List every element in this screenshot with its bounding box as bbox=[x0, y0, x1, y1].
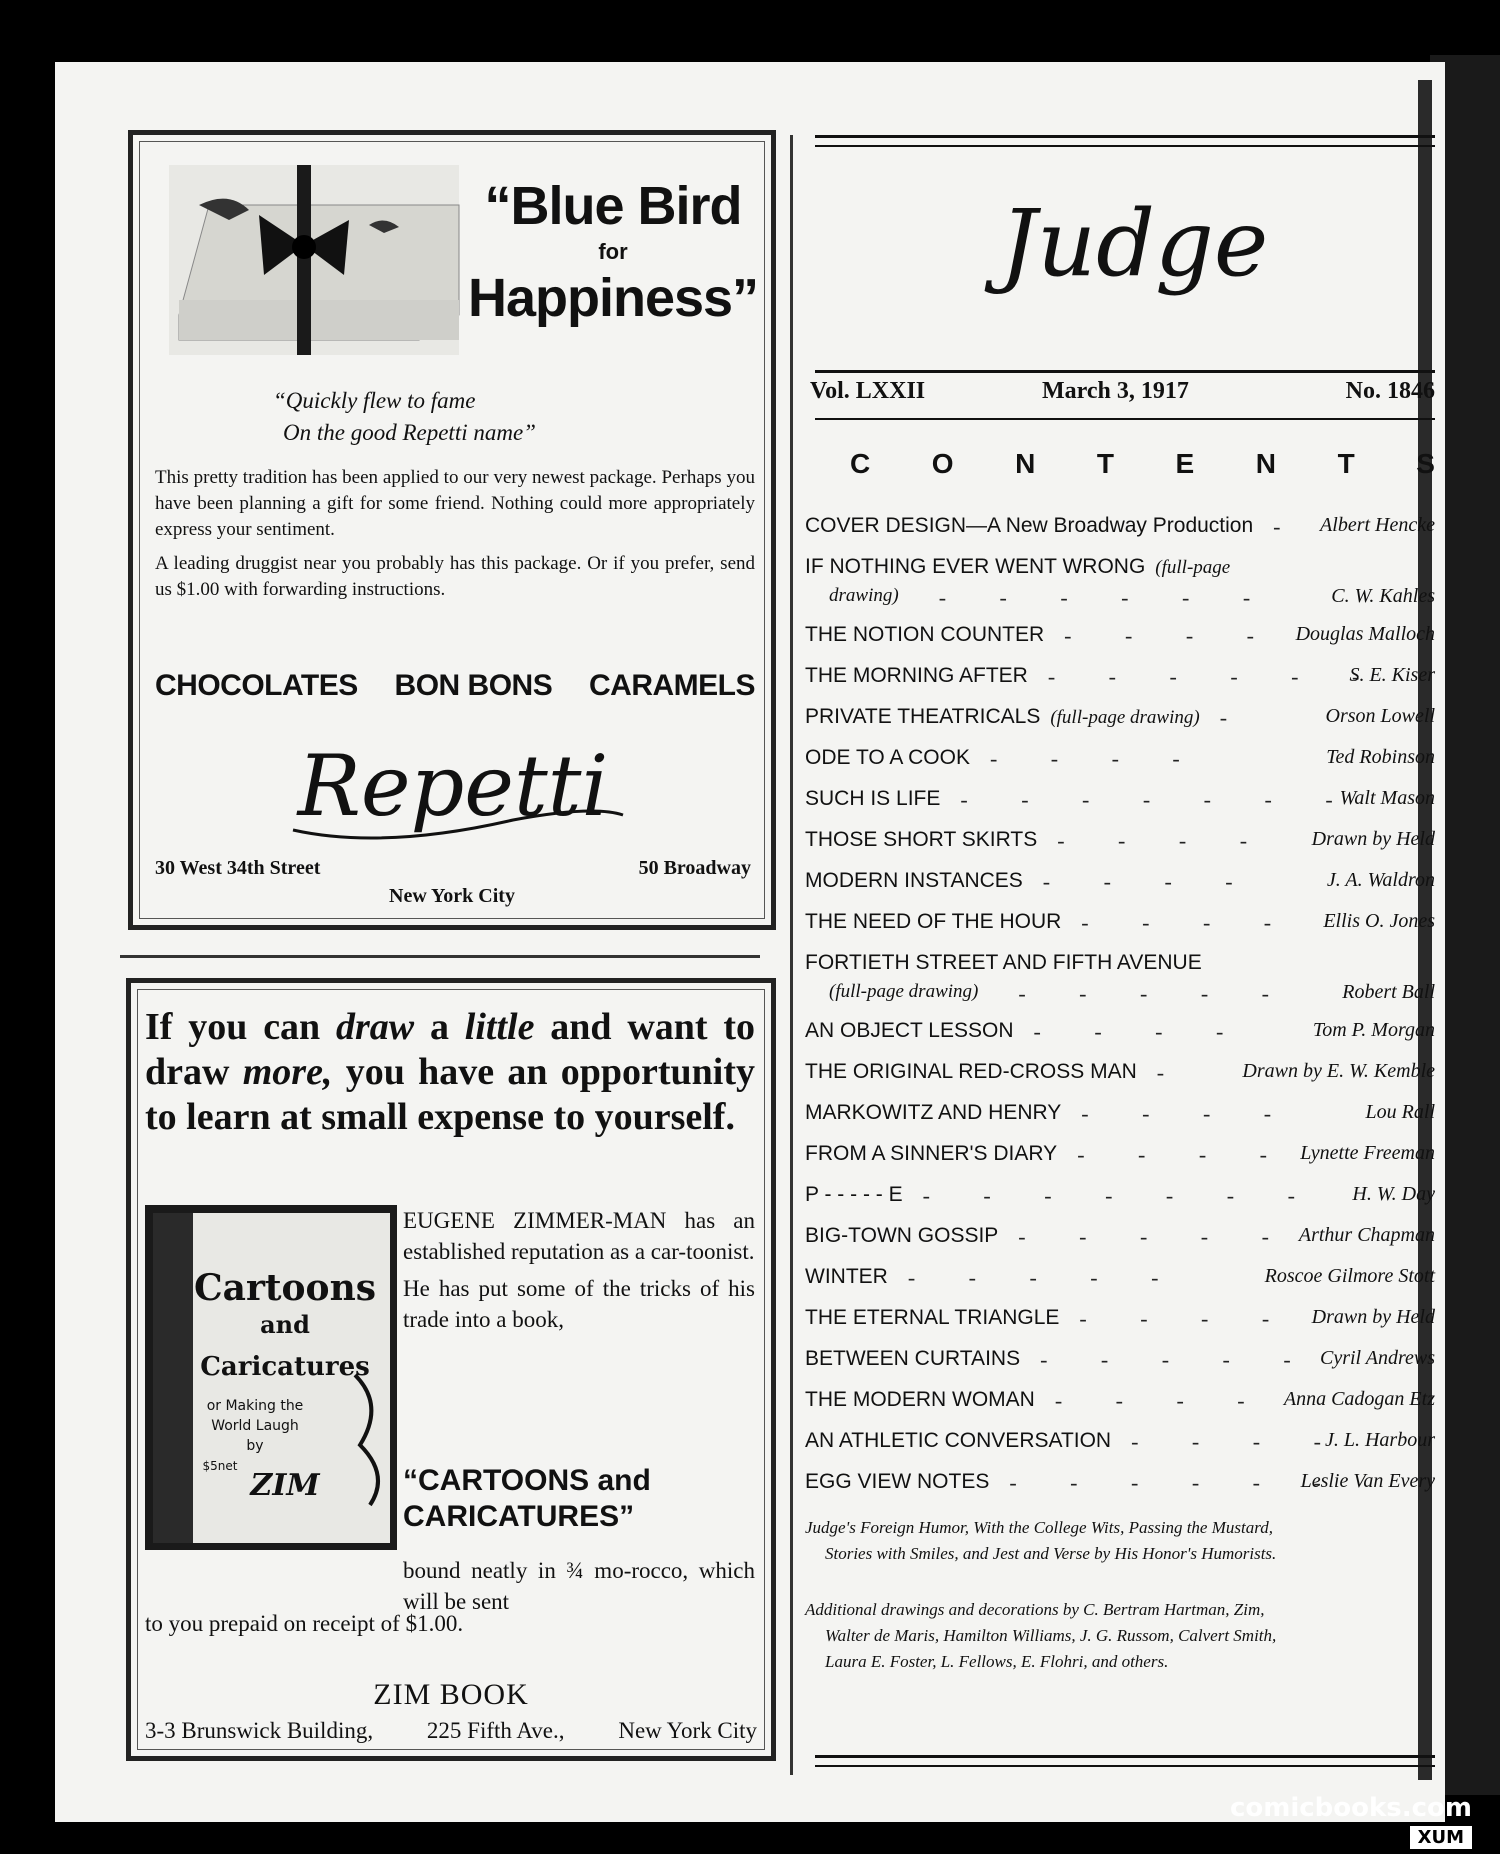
toc-entry bbox=[805, 1097, 1435, 1138]
toc-author: Robert Ball bbox=[1342, 981, 1435, 1003]
toc-leader: - bbox=[1156, 1060, 1165, 1085]
toc-entry bbox=[805, 1056, 1435, 1097]
contents-heading bbox=[850, 448, 1435, 480]
toc-leader: - - - - bbox=[1131, 1429, 1321, 1454]
heading-letter: O bbox=[931, 448, 954, 479]
toc-author: Tom P. Morgan bbox=[1312, 1019, 1435, 1041]
toc-leader: - - - - - bbox=[1040, 1347, 1291, 1372]
toc-entry bbox=[805, 510, 1435, 551]
top-rule-thin bbox=[815, 145, 1435, 147]
ad-body bbox=[403, 1205, 755, 1341]
ad-headline bbox=[463, 175, 763, 329]
ad-paragraph: A leading druggist near you probably has this package. Or if you prefer, send us $1.00 with forwarding instructions. bbox=[155, 553, 755, 600]
toc-entry bbox=[805, 742, 1435, 783]
headline-emphasis: little bbox=[464, 1006, 535, 1048]
toc-author: S. E. Kiser bbox=[1349, 664, 1435, 686]
heading-letter: N bbox=[1015, 448, 1036, 479]
toc-author: C. W. Kahles bbox=[1331, 585, 1435, 607]
svg-text:by: by bbox=[246, 1438, 264, 1454]
toc-author: Drawn by Held bbox=[1311, 828, 1435, 850]
magazine-title: Judge bbox=[1000, 190, 1269, 297]
address-city: New York City bbox=[389, 885, 515, 907]
address-left: 30 West 34th Street bbox=[155, 857, 321, 879]
headline-part: If you can bbox=[145, 1006, 321, 1048]
toc-author: Douglas Malloch bbox=[1295, 623, 1435, 645]
toc-entry bbox=[805, 1015, 1435, 1056]
toc-leader: - bbox=[1273, 514, 1281, 539]
toc-title: PRIVATE THEATRICALS bbox=[805, 705, 1041, 728]
toc-title: THE MODERN WOMAN bbox=[805, 1388, 1035, 1411]
toc-author: J. L. Harbour bbox=[1324, 1429, 1435, 1451]
ad-body bbox=[155, 465, 755, 611]
toc-author: Arthur Chapman bbox=[1298, 1224, 1435, 1246]
issue-info bbox=[810, 378, 1435, 414]
svg-text:Caricatures: Caricatures bbox=[200, 1352, 370, 1382]
note-line: Laura E. Foster, L. Fellows, E. Flohri, and others. bbox=[825, 1652, 1169, 1671]
address-part: New York City bbox=[618, 1718, 757, 1743]
note-line: Walter de Maris, Hamilton Williams, J. G. Russom, Calvert Smith, bbox=[825, 1626, 1277, 1645]
svg-text:and: and bbox=[260, 1310, 310, 1339]
toc-entry bbox=[805, 1343, 1435, 1384]
toc-title: EGG VIEW NOTES bbox=[805, 1470, 990, 1493]
toc-title: BETWEEN CURTAINS bbox=[805, 1347, 1021, 1370]
book-title-line: “CARTOONS and bbox=[403, 1464, 651, 1497]
toc-author: Ted Robinson bbox=[1326, 746, 1435, 768]
toc-leader: - - - - bbox=[1077, 1142, 1267, 1167]
headline-emphasis: draw bbox=[336, 1006, 415, 1048]
toc-author: J. A. Waldron bbox=[1326, 869, 1435, 891]
repetti-advertisement bbox=[128, 130, 776, 930]
headline-part: a bbox=[429, 1006, 449, 1048]
toc-author: Lynette Freeman bbox=[1300, 1142, 1435, 1164]
heading-letter: T bbox=[1337, 448, 1355, 479]
toc-author: Leslie Van Every bbox=[1300, 1470, 1435, 1492]
toc-leader: - bbox=[1219, 705, 1228, 730]
toc-leader: - - - - bbox=[1079, 1306, 1270, 1331]
toc-title: THE ETERNAL TRIANGLE bbox=[805, 1306, 1060, 1329]
toc-entry bbox=[805, 1302, 1435, 1343]
heading-letter: E bbox=[1175, 448, 1195, 479]
toc-entry bbox=[805, 701, 1435, 742]
note-line: Stories with Smiles, and Jest and Verse by His Honor's Humorists. bbox=[825, 1544, 1277, 1563]
toc-title: AN OBJECT LESSON bbox=[805, 1019, 1014, 1042]
toc-entry bbox=[805, 619, 1435, 660]
headline-part: you have an opportunity to learn at small expense to yourself. bbox=[145, 1051, 756, 1138]
zim-book-advertisement bbox=[126, 978, 776, 1761]
ad-paragraph: This pretty tradition has been applied to our very newest package. Perhaps you have been planning a gift for some friend. Nothing could more appropriately express your sentiment. bbox=[155, 467, 755, 540]
svg-text:Repetti: Repetti bbox=[297, 737, 609, 835]
product-item: BON BONS bbox=[394, 669, 553, 702]
toc-leader: - - - - bbox=[1042, 869, 1233, 894]
toc-title: MARKOWITZ AND HENRY bbox=[805, 1101, 1062, 1124]
ad-slogan bbox=[273, 385, 536, 449]
toc-author: Albert Hencke bbox=[1320, 514, 1435, 536]
bottom-rule-thin bbox=[815, 1765, 1435, 1767]
watermark-tag: XUM bbox=[1410, 1826, 1472, 1849]
toc-leader: - - - - - - bbox=[1047, 664, 1360, 689]
toc-entry bbox=[805, 1466, 1435, 1507]
toc-leader: - - - - - - - bbox=[960, 787, 1333, 812]
toc-title: THE ORIGINAL RED-CROSS MAN bbox=[805, 1060, 1137, 1083]
slogan-line-1: “Quickly flew to fame bbox=[273, 388, 476, 413]
toc-author: Lou Rall bbox=[1365, 1101, 1435, 1123]
toc-title: THE NOTION COUNTER bbox=[805, 623, 1045, 646]
toc-title: AN ATHLETIC CONVERSATION bbox=[805, 1429, 1112, 1452]
address-right: 50 Broadway bbox=[638, 857, 751, 879]
svg-text:ZIM: ZIM bbox=[250, 1468, 320, 1503]
table-of-contents bbox=[805, 510, 1435, 1507]
toc-entry bbox=[805, 1425, 1435, 1466]
ad-paragraph: He has put some of the tricks of his trade into a book, bbox=[403, 1276, 755, 1332]
toc-leader: - - - - bbox=[1081, 910, 1272, 935]
rule bbox=[815, 370, 1435, 373]
toc-entry bbox=[805, 1179, 1435, 1220]
address-part: 225 Fifth Ave., bbox=[426, 1718, 565, 1743]
toc-author: Anna Cadogan Etz bbox=[1283, 1388, 1435, 1410]
toc-title: WINTER bbox=[805, 1265, 888, 1288]
svg-text:Cartoons: Cartoons bbox=[193, 1267, 377, 1309]
divider bbox=[120, 955, 760, 958]
book-title-line: CARICATURES” bbox=[403, 1500, 635, 1533]
toc-title-note: (full-page drawing) bbox=[1050, 707, 1200, 728]
toc-leader: - - - - - - - bbox=[922, 1183, 1295, 1208]
toc-entry bbox=[805, 1261, 1435, 1302]
toc-title: ODE TO A COOK bbox=[805, 746, 970, 769]
product-item: CARAMELS bbox=[589, 669, 755, 702]
candy-box-image bbox=[169, 165, 459, 355]
volume: Vol. LXXII bbox=[810, 378, 926, 404]
toc-title: P - - - - - E bbox=[805, 1183, 903, 1206]
heading-letter: N bbox=[1255, 448, 1277, 479]
toc-title: THE NEED OF THE HOUR bbox=[805, 910, 1062, 933]
publisher-name: ZIM BOOK bbox=[373, 1678, 529, 1711]
toc-entry bbox=[805, 865, 1435, 906]
toc-leader: - - - - bbox=[989, 746, 1180, 771]
toc-leader: - - - - - - bbox=[1009, 1470, 1321, 1495]
toc-leader: - - - - bbox=[1057, 828, 1248, 853]
toc-title-line-2: (full-page drawing) bbox=[829, 981, 979, 1002]
headline-line-3: Happiness” bbox=[467, 268, 759, 328]
toc-entry bbox=[805, 824, 1435, 865]
toc-title: MODERN INSTANCES bbox=[805, 869, 1023, 892]
toc-leader: - - - - bbox=[1033, 1019, 1224, 1044]
svg-text:or Making the: or Making the bbox=[206, 1398, 304, 1414]
heading-letter: T bbox=[1096, 448, 1114, 479]
binding-text: bound neatly in ¾ mo-rocco, which will be sent bbox=[403, 1558, 755, 1614]
toc-entry bbox=[805, 947, 1435, 1015]
toc-entry bbox=[805, 1384, 1435, 1425]
slogan-line-2: On the good Repetti name” bbox=[283, 420, 536, 445]
headline-emphasis: more, bbox=[242, 1051, 333, 1093]
issue-date: March 3, 1917 bbox=[1042, 378, 1189, 404]
svg-text:$5net: $5net bbox=[202, 1459, 238, 1473]
toc-leader: - - - - - bbox=[907, 1265, 1159, 1290]
headline-line-1: “Blue Bird bbox=[484, 176, 742, 236]
price-text: to you prepaid on receipt of $1.00. bbox=[145, 1611, 464, 1636]
toc-leader: - - - - bbox=[1054, 1388, 1245, 1413]
svg-text:World Laugh: World Laugh bbox=[211, 1418, 299, 1434]
toc-title: THOSE SHORT SKIRTS bbox=[805, 828, 1038, 851]
repetti-logo bbox=[263, 720, 643, 860]
bottom-rule bbox=[815, 1755, 1435, 1758]
headline-line-2: for bbox=[598, 239, 628, 264]
toc-author: Drawn by E. W. Kemble bbox=[1242, 1060, 1435, 1082]
toc-entry bbox=[805, 660, 1435, 701]
heading-letter: S bbox=[1416, 448, 1435, 479]
toc-entry bbox=[805, 906, 1435, 947]
product-item: CHOCOLATES bbox=[155, 669, 358, 702]
headline-part: and want to draw bbox=[145, 1006, 756, 1093]
features-note bbox=[805, 1515, 1435, 1567]
toc-title: IF NOTHING EVER WENT WRONG bbox=[805, 555, 1146, 578]
address-part: 3-3 Brunswick Building, bbox=[145, 1718, 374, 1743]
credits-note bbox=[805, 1597, 1435, 1675]
toc-author: Roscoe Gilmore Stott bbox=[1264, 1265, 1435, 1287]
top-rule bbox=[815, 135, 1435, 138]
toc-leader: - - - - bbox=[1064, 623, 1254, 648]
toc-leader: - - - - - bbox=[1018, 1224, 1269, 1249]
publisher-address bbox=[145, 1718, 757, 1744]
note-line: Judge's Foreign Humor, With the College Wits, Passing the Mustard, bbox=[805, 1518, 1273, 1537]
book-cover-image bbox=[145, 1205, 397, 1550]
toc-entry bbox=[805, 783, 1435, 824]
toc-title-note: (full-page bbox=[1155, 557, 1231, 578]
book-title bbox=[403, 1463, 651, 1535]
toc-title: COVER DESIGN—A New Broadway Production bbox=[805, 514, 1254, 537]
rule bbox=[815, 418, 1435, 420]
toc-leader: - - - - - bbox=[1018, 981, 1269, 1006]
toc-title: FROM A SINNER'S DIARY bbox=[805, 1142, 1058, 1165]
toc-title: SUCH IS LIFE bbox=[805, 787, 941, 810]
heading-letter: C bbox=[850, 448, 871, 479]
column-divider bbox=[790, 135, 793, 1775]
toc-title: THE MORNING AFTER bbox=[805, 664, 1028, 687]
toc-leader: - - - - - - bbox=[938, 585, 1251, 610]
toc-entry bbox=[805, 1138, 1435, 1179]
toc-author: H. W. Day bbox=[1352, 1183, 1435, 1205]
toc-author: Walt Mason bbox=[1339, 787, 1435, 809]
toc-title: FORTIETH STREET AND FIFTH AVENUE bbox=[805, 951, 1202, 974]
toc-entry bbox=[805, 1220, 1435, 1261]
product-list bbox=[155, 669, 755, 703]
toc-author: Ellis O. Jones bbox=[1323, 910, 1435, 932]
toc-author: Orson Lowell bbox=[1325, 705, 1435, 727]
toc-author: Cyril Andrews bbox=[1319, 1347, 1435, 1369]
toc-title-line-2: drawing) bbox=[829, 585, 899, 606]
watermark-site: comicbooks.com bbox=[1229, 1793, 1472, 1823]
ad-paragraph: EUGENE ZIMMER-MAN has an established reputation as a car-toonist. bbox=[403, 1208, 755, 1264]
toc-author: Drawn by Held bbox=[1311, 1306, 1435, 1328]
toc-leader: - - - - bbox=[1081, 1101, 1272, 1126]
issue-number: No. 1846 bbox=[1345, 378, 1435, 404]
ad-headline bbox=[145, 1005, 755, 1140]
note-line: Additional drawings and decorations by C. Bertram Hartman, Zim, bbox=[805, 1600, 1265, 1619]
toc-title: BIG-TOWN GOSSIP bbox=[805, 1224, 999, 1247]
toc-entry bbox=[805, 551, 1435, 619]
